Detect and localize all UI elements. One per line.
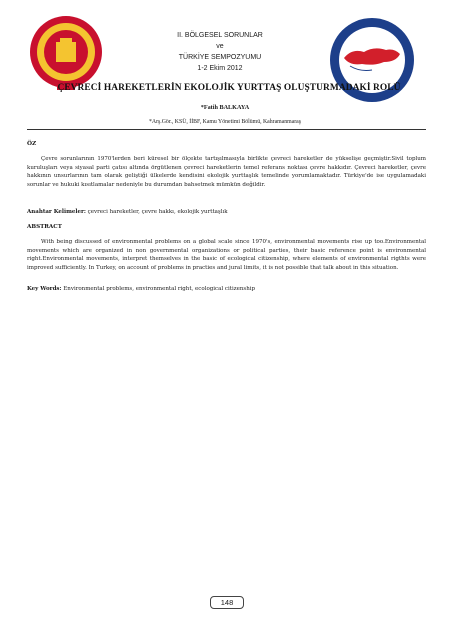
english-keywords-text: Environmental problems, environmental right, ecological citizenship bbox=[61, 286, 256, 292]
english-keywords-label: Key Words: bbox=[27, 286, 62, 292]
author-affiliation: *Arş.Gör., KSÜ, İİBF, Kamu Yönetimi Bölümü, Kahramanmaraş bbox=[149, 119, 301, 125]
oz-heading: ÖZ bbox=[27, 141, 37, 147]
header-line-2: ve bbox=[216, 43, 224, 50]
header-line-3: TÜRKİYE SEMPOZYUMU bbox=[178, 54, 262, 61]
university-seal-icon bbox=[27, 12, 105, 94]
title-divider bbox=[27, 129, 426, 130]
header-line-1: II. BÖLGESEL SORUNLAR bbox=[177, 32, 263, 39]
abstract-paragraph: With being discussed of environmental problems on a global scale since 1970's, environmental movements rise up too.Environmental movements which are organized in non governmental organizations or political parties, their basic reference point is environmental right.Environmental movements, interpret themselves in the basic of ecological citizenship, where elements of environmental rigthts were improved sufficiently. In Turkey, on account of problems in practies and jural limits, it is not possible that talk about in this situation. bbox=[27, 239, 426, 271]
turkish-keywords bbox=[27, 208, 426, 217]
page-number: 148 bbox=[210, 596, 244, 609]
english-keywords bbox=[27, 285, 426, 294]
header-line-4: 1-2 Ekim 2012 bbox=[197, 65, 243, 72]
oz-paragraph: Çevre sorunlarının 1970'lerden beri küresel bir ölçekte tartışılmasıyla birlikte çevreci hareketler de yükselişe geçmiştir.Sivil toplum kuruluşları veya siyasal parti çatısı altında örgütlenen çevreci hareketlerin temel referans noktası çevre hakkıdır. Çevreci hareketler, çevre hakkının unsurlarının tam olarak geliştiği ülkelerde kendisini ekolojik yurttaşlık temelinde yorumlamaktadır. Türkiye'de ise uygulamadaki sorunlar ve hukuki kısıtlamalar nedeniyle bu durumdan bahsetmek mümkün değildir. bbox=[27, 156, 426, 188]
paper-title: ÇEVRECİ HAREKETLERİN EKOLOJİK YURTTAŞ OLUŞTURMADAKİ ROLÜ bbox=[57, 83, 401, 93]
turkish-keywords-text: çevreci hareketler, çevre hakkı, ekolojik yurttaşlık bbox=[85, 209, 228, 215]
abstract-heading: ABSTRACT bbox=[27, 224, 62, 230]
turkish-keywords-label: Anahtar Kelimeler: bbox=[27, 209, 86, 215]
author-name: *Fatih BALKAYA bbox=[200, 104, 250, 111]
symposium-header bbox=[130, 30, 310, 74]
